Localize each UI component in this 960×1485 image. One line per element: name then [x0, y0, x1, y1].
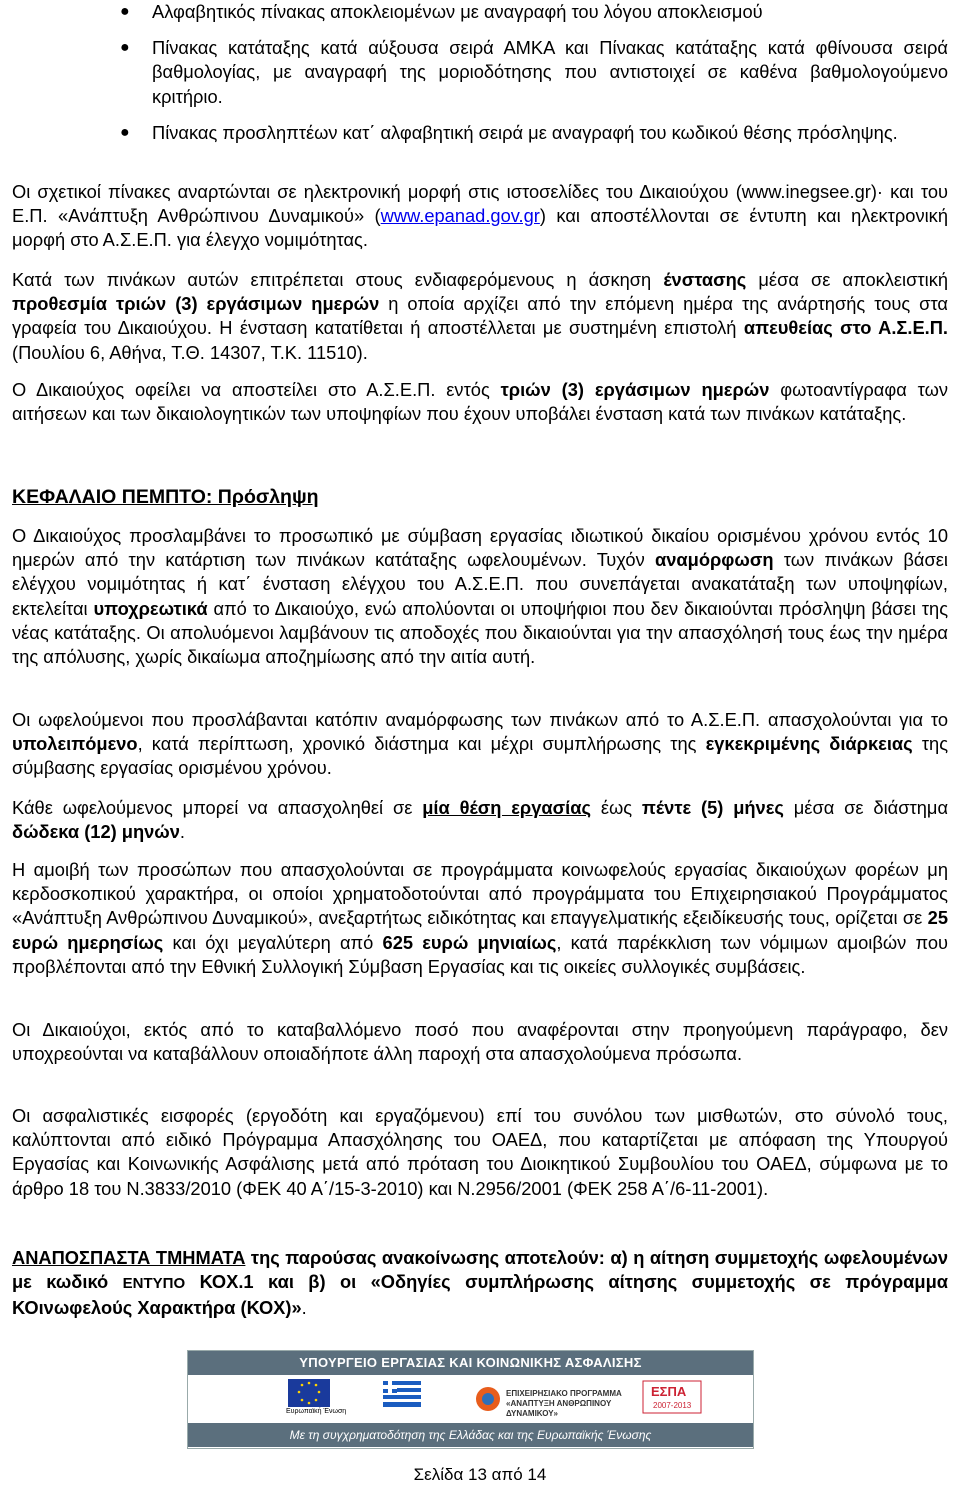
espa-years: 2007-2013	[653, 1401, 692, 1410]
paragraph-insurance: Οι ασφαλιστικές εισφορές (εργοδότη και εργαζόμενου) επί του συνόλου των μισθωτών, στο σύνολό τους, καλύπτονται από ειδικό Πρόγραμμα Απασχόλησης του ΟΑΕΔ, που καταρτίζεται με απόφαση της Υπουργού Εργασίας και Κοινωνικής Ασφάλισης μετά από πρόταση του Διοικητικού Συμβουλίου του ΟΑΕΔ, σύμφωνα με το άρθρο 18 του Ν.3833/2010 (ΦΕΚ 40 Α΄/15-3-2010) και Ν.2956/2001 (ΦΕΚ 258 Α΄/6-11-2001).	[12, 1105, 948, 1199]
list-item: ● Πίνακας προσληπτέων κατ΄ αλφαβητική σειρά με αναγραφή του κωδικού θέσης πρόσληψης.	[12, 121, 948, 145]
paragraph-publication: Οι σχετικοί πίνακες αναρτώνται σε ηλεκτρονική μορφή στις ιστοσελίδες του Δικαιούχου (www.inegsee.gr)· και του Ε.Π. «Ανάπτυξη Ανθρώπινου Δυναμικού» (www.epanad.gov.gr) και αποστέλλονται σε έντυπη και ηλεκτρονική μορφή στο Α.Σ.Ε.Π. για έλεγχο νομιμότητας.	[12, 181, 948, 251]
paragraph-beneficiary-obligation: Ο Δικαιούχος οφείλει να αποστείλει στο Α.Σ.Ε.Π. εντός τριών (3) εργάσιμων ημερών φωτοαντίγραφα των αιτήσεων και των δικαιολογητικών των υποψηφίων που έχουν υποβάλει ένσταση κατά των πινάκων κατάταξης.	[12, 379, 948, 425]
paragraph-no-other-benefit: Οι Δικαιούχοι, εκτός από το καταβαλλόμενο ποσό που αναφέρονται στην προηγούμενη παράγραφο, δεν υποχρεούνται να καταβάλλουν οποιαδήποτε άλλη παροχή στα απασχολούμενα πρόσωπα.	[12, 1019, 948, 1065]
eu-caption: Ευρωπαϊκή Ένωση	[286, 1408, 347, 1415]
paragraph-objection: Κατά των πινάκων αυτών επιτρέπεται στους ενδιαφερόμενους η άσκηση ένστασης μέσα σε αποκλειστική προθεσμία τριών (3) εργάσιμων ημερών η οποία αρχίζει από την επόμενη ημέρα της ανάρτησής τους στα γραφεία του Δικαιούχου. Η ένσταση κατατίθεται ή αποστέλλεται με συστημένη επιστολή απευθείας στο Α.Σ.Ε.Π. (Πουλίου 6, Αθήνα, Τ.Θ. 14307, Τ.Κ. 11510).	[12, 269, 948, 363]
espa-title: ΕΣΠΑ	[651, 1384, 687, 1399]
bullet-icon: ●	[120, 123, 130, 141]
chapter-heading: ΚΕΦΑΛΑΙΟ ΠΕΜΠΤΟ: Πρόσληψη	[12, 486, 319, 508]
ep-logo-icon	[476, 1387, 500, 1411]
paragraph-wages: Η αμοιβή των προσώπων που απασχολούνται σε προγράμματα κοινωφελούς εργασίας δικαιούχων φορέων μη κερδοσκοπικού χαρακτήρα, οι οποίοι χρηματοδοτούνται από προγράμματα του Επιχειρησιακού Προγράμματος «Ανάπτυξη Ανθρώπινου Δυναμικού», ανεξαρτήτως ειδικότητας και επαγγελματικής εξειδίκευσής τους, ορίζεται σε 25 ευρώ ημερησίως και όχι μεγαλύτερη από 625 ευρώ μηνιαίως, κατά παρέκκλιση των νόμιμων αμοιβών που προβλέπονται από την Εθνική Συλλογική Σύμβαση Εργασίας και τις οικείες συλλογικές συμβάσεις.	[12, 859, 949, 977]
bullet-icon: ●	[120, 3, 130, 20]
funding-banner	[187, 1350, 754, 1449]
epanad-link[interactable]: www.epanad.gov.gr	[380, 205, 540, 227]
paragraph-employment-limit: Κάθε ωφελούμενος μπορεί να απασχοληθεί σε μία θέση εργασίας έως πέντε (5) μήνες μέσα σε διάστημα δώδεκα (12) μηνών.	[12, 797, 949, 843]
paragraph-hiring: Ο Δικαιούχος προσλαμβάνει το προσωπικό με σύμβαση εργασίας ιδιωτικού δικαίου ορισμένου χρόνου εντός 10 ημερών από την κατάρτιση των πινάκων κατάταξης ωφελουμένων. Τυχόν αναμόρφωση των πινάκων βάσει ελέγχου νομιμότητας ή κατ΄ ένσταση ελέγχου του Α.Σ.Ε.Π. που συνεπάγεται ανακατάταξη των υποψηφίων, εκτελείται υποχρεωτικά από το Δικαιούχο, ενώ απολύονται οι υποψήφιοι που δεν δικαιούνται πρόσληψη βάσει της νέας κατάταξης. Οι απολυόμενοι λαμβάνουν τις αποδοχές που δικαιούνται για την απασχόλησή τους έως την ημέρα της απόλυσης, χωρίς δικαίωμα αποζημίωσης από την αιτία αυτή.	[12, 525, 949, 668]
logos-graphic	[188, 1375, 753, 1423]
program-name: ΕΠΙΧΕΙΡΗΣΙΑΚΟ ΠΡΟΓΡΑΜΜΑ «ΑΝΑΠΤΥΞΗ ΑΝΘΡΩΠΙΝΟΥ ΔΥΝΑΜΙΚΟΥ»	[506, 1389, 622, 1418]
paragraph-annexes: ΑΝΑΠΟΣΠΑΣΤΑ ΤΜΗΜΑΤΑ της παρούσας ανακοίνωσης αποτελούν: α) η αίτηση συμμετοχής ωφελουμένων με κωδικό ΕΝΤΥΠΟ ΚΟΧ.1 και β) οι «Οδηγίες συμπλήρωσης αίτησης συμμετοχής σε πρόγραμμα ΚΟινωφελούς Χαρακτήρα (ΚΟΧ)».	[12, 1247, 949, 1319]
criteria-list	[12, 0, 948, 145]
list-item: ● Πίνακας κατάταξης κατά αύξουσα σειρά ΑΜΚΑ και Πίνακας κατάταξης κατά φθίνουσα σειρά βαθμολογίας, με αναγραφή της μοριοδότησης που αντιστοιχεί σε καθένα βαθμολογούμενο κριτήριο.	[120, 37, 948, 107]
logos-strip	[188, 1375, 753, 1423]
bullet-icon: ●	[120, 39, 130, 57]
cofunding-caption: Με τη συγχρηματοδότηση της Ελλάδας και της Ευρωπαϊκής Ένωσης	[188, 1423, 753, 1447]
page-number: Σελίδα 13 από 14	[413, 1465, 547, 1484]
paragraph-remaining-period: Οι ωφελούμενοι που προσλάβανται κατόπιν αναμόρφωσης των πινάκων από το Α.Σ.Ε.Π. απασχολούνται για το υπολειπόμενο, κατά περίπτωση, χρονικό διάστημα και μέχρι συμπλήρωσης της εγκεκριμένης διάρκειας της σύμβασης εργασίας ορισμένου χρόνου.	[12, 709, 949, 779]
greek-flag-icon	[383, 1381, 421, 1407]
eu-flag-icon	[288, 1379, 330, 1407]
list-item: ● Αλφαβητικός πίνακας αποκλειομένων με αναγραφή του λόγου αποκλεισμού	[12, 0, 948, 24]
ministry-title: ΥΠΟΥΡΓΕΙΟ ΕΡΓΑΣΙΑΣ ΚΑΙ ΚΟΙΝΩΝΙΚΗΣ ΑΣΦΑΛΙΣΗΣ	[188, 1351, 753, 1375]
